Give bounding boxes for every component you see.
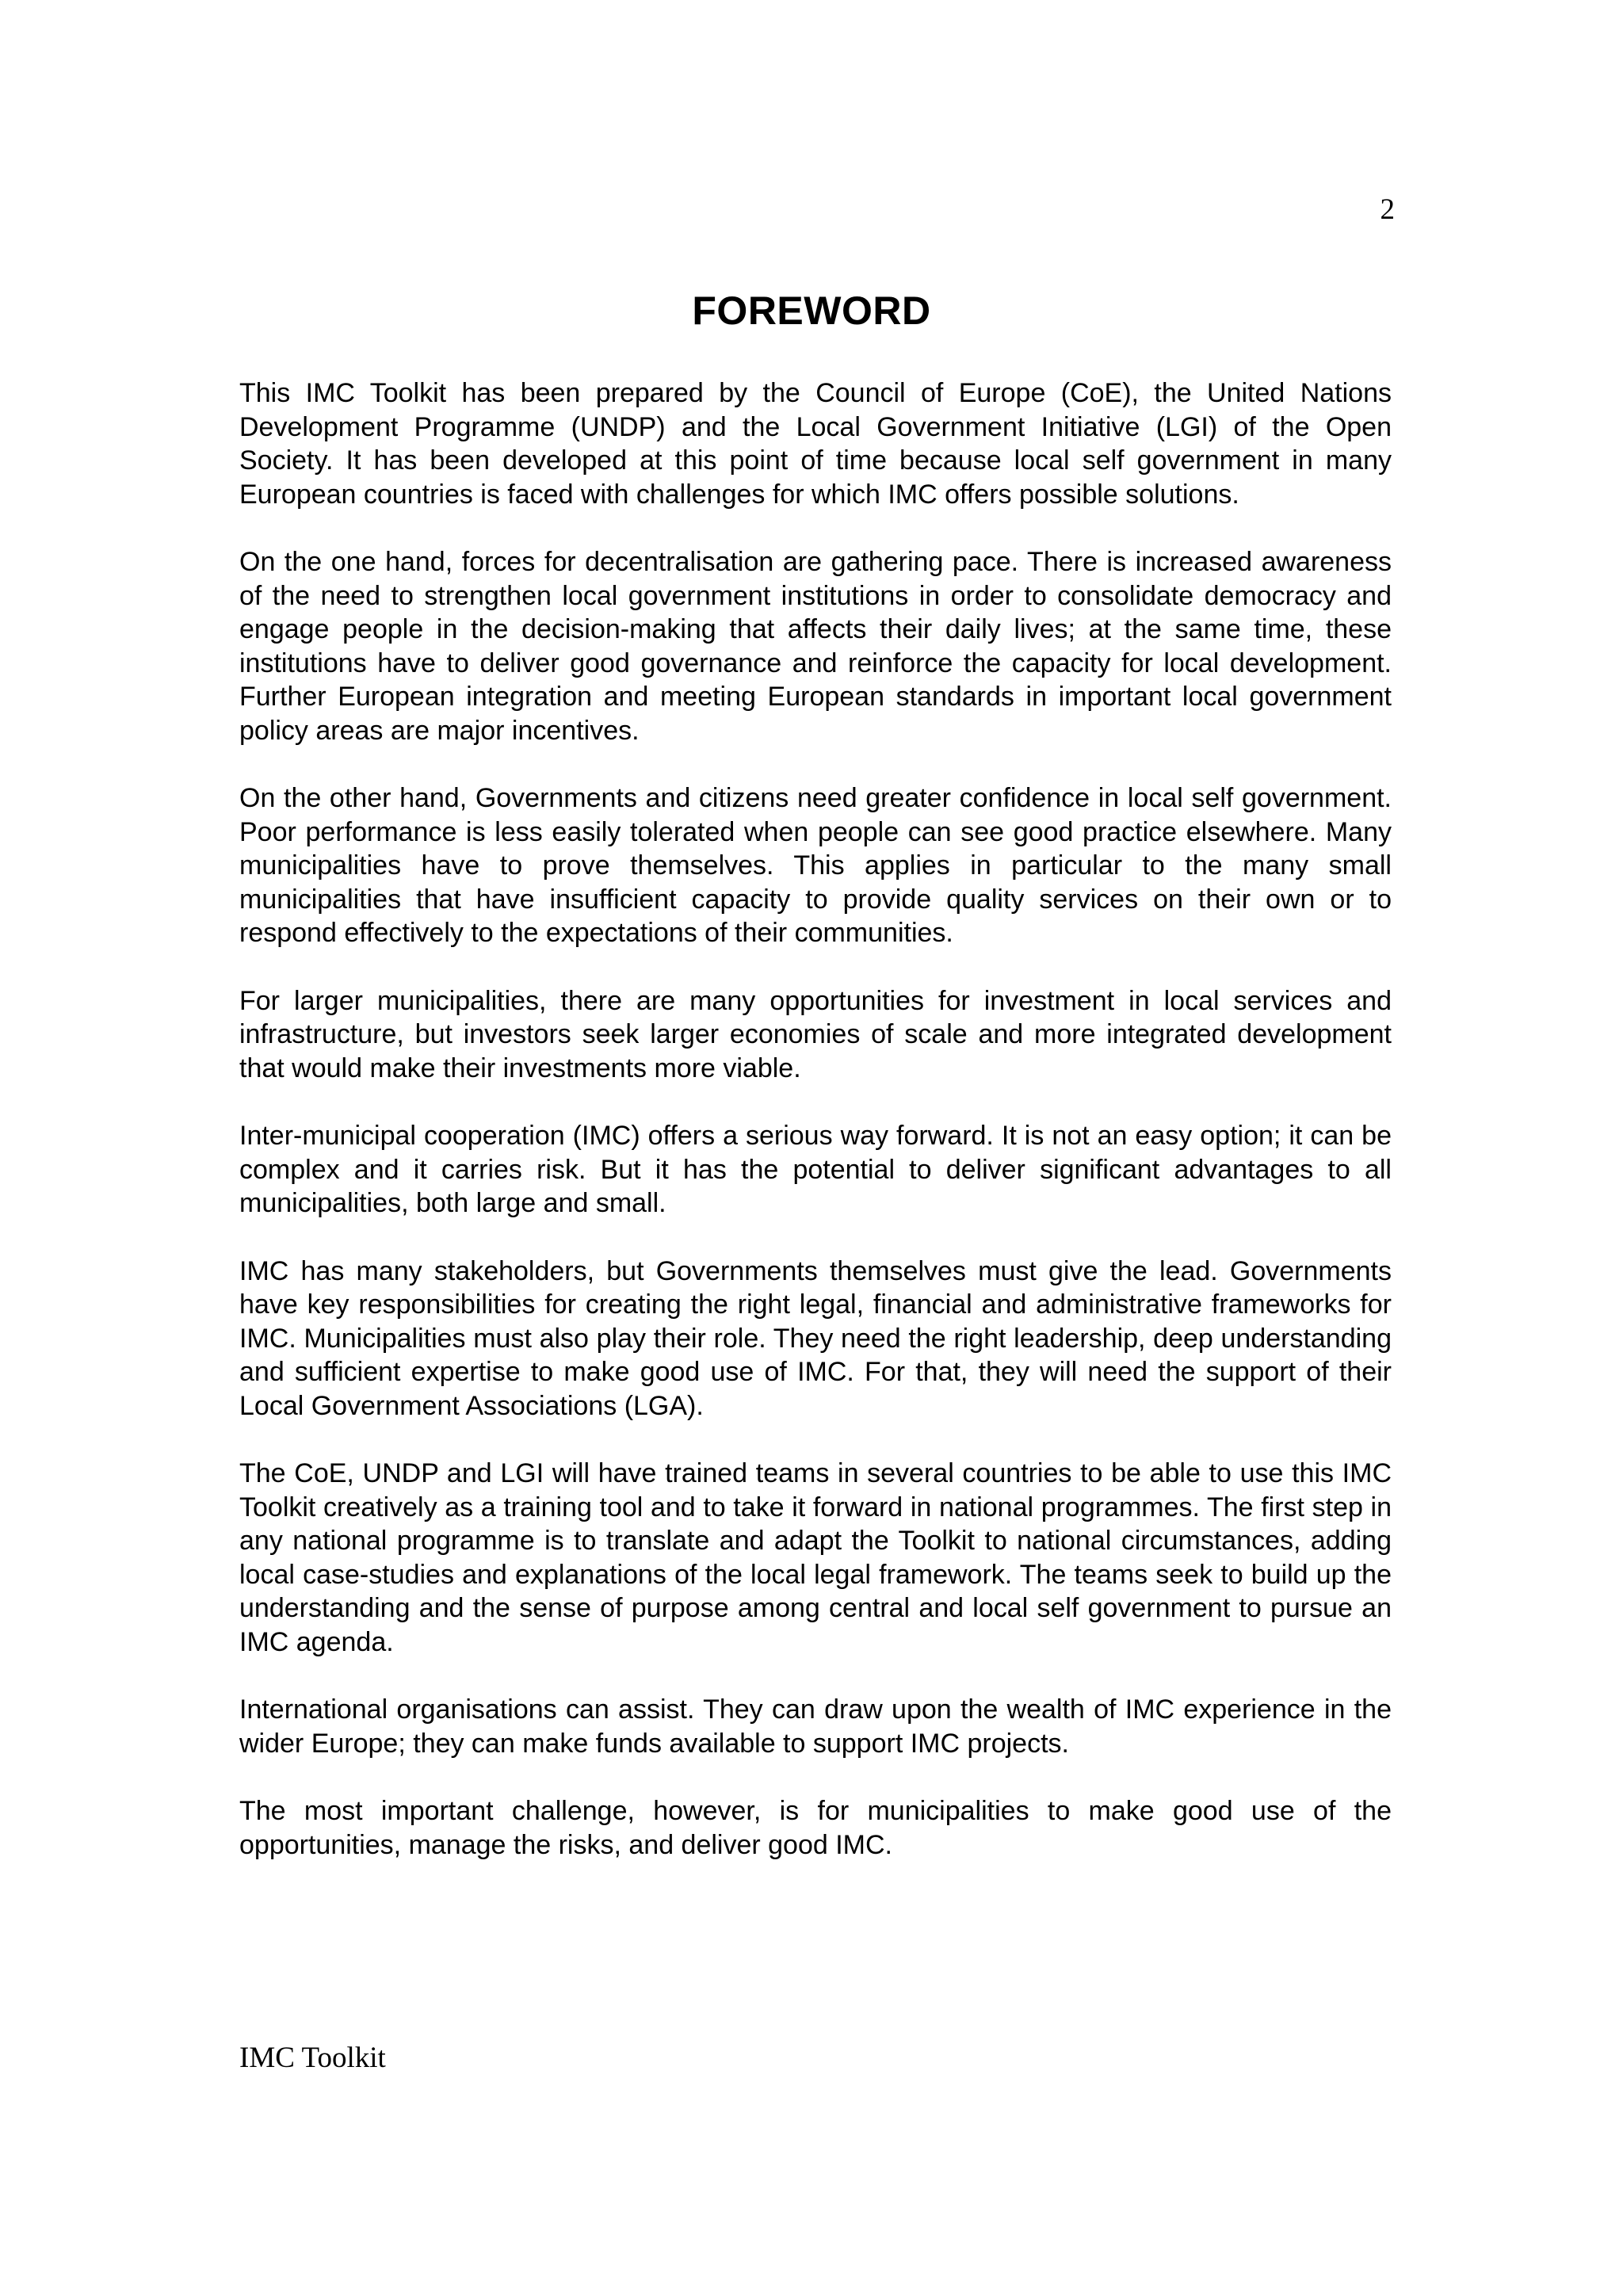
paragraph: For larger municipalities, there are many opportunities for investment in local services and infrastructure, but investors seek larger economies of scale and more integrated development that would make their investments more viable. (239, 985, 1392, 1083)
paragraph: International organisations can assist. They can draw upon the wealth of IMC experience in the wider Europe; they can make funds available to support IMC projects. (239, 1694, 1392, 1759)
page-footer: IMC Toolkit (239, 2042, 386, 2074)
paragraph: On the other hand, Governments and citizens need greater confidence in local self government. Poor performance is less easily tolerated when people can see good practice elsewhere. Many municipalities have to prove themselves. This applies in particular to the many small municipalities that have insufficient capacity to provide quality services on their own or to respond effectively to the expectations of their communities. (239, 783, 1392, 948)
paragraph: The most important challenge, however, is for municipalities to make good use of the opportunities, manage the risks, and deliver good IMC. (239, 1796, 1392, 1860)
paragraph: The CoE, UNDP and LGI will have trained teams in several countries to be able to use this IMC Toolkit creatively as a training tool and to take it forward in national programmes. The first step in any national programme is to translate and adapt the Toolkit to national circumstances, adding local case-studies and explanations of the local legal framework. The teams seek to build up the understanding and the sense of purpose among central and local self government to pursue an IMC agenda. (239, 1458, 1392, 1657)
paragraph: On the one hand, forces for decentralisation are gathering pace. There is increased awareness of the need to strengthen local government institutions in order to consolidate democracy and engage people in the decision-making that affects their daily lives; at the same time, these institutions have to deliver good governance and reinforce the capacity for local development. Further European integration and meeting European standards in important local government policy areas are major incentives. (239, 547, 1392, 746)
page-number: 2 (1380, 193, 1395, 226)
paragraph: Inter-municipal cooperation (IMC) offers a serious way forward. It is not an easy option; it can be complex and it carries risk. But it has the potential to deliver significant advantages to all municipalities, both large and small. (239, 1121, 1392, 1218)
foreword-body (239, 376, 1392, 1896)
page-title: FOREWORD (692, 288, 931, 333)
paragraph: IMC has many stakeholders, but Governments themselves must give the lead. Governments have key responsibilities for creating the right legal, financial and administrative frameworks for IMC. Municipalities must also play their role. They need the right leadership, deep understanding and sufficient expertise to make good use of IMC. For that, they will need the support of their Local Government Associations (LGA). (239, 1255, 1392, 1421)
paragraph: This IMC Toolkit has been prepared by the Council of Europe (CoE), the United Nations Development Programme (UNDP) and the Local Government Initiative (LGI) of the Open Society. It has been developed at this point of time because local self government in many European countries is faced with challenges for which IMC offers possible solutions. (239, 378, 1392, 510)
